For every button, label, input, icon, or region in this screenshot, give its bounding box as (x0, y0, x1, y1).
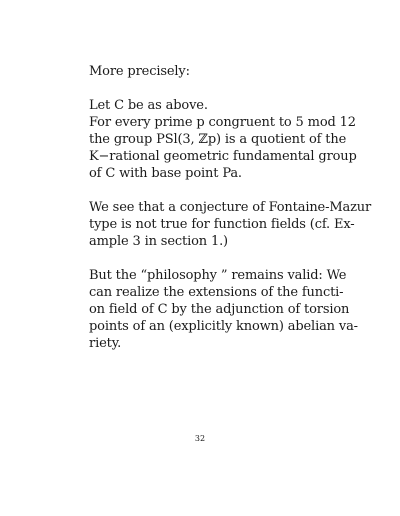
para3-line1: But the “philosophy ” remains valid: We (89, 268, 347, 283)
para3-line5: riety. (89, 336, 122, 351)
para2-line3: ample 3 in section 1.) (89, 234, 228, 249)
para2-line2: type is not true for function fields (cf. Ex- (89, 217, 355, 232)
para1-line1: Let C be as above. (89, 98, 208, 113)
para1-line4: K−rational geometric fundamental group (89, 149, 357, 164)
para1-line2: For every prime p congruent to 5 mod 12 (89, 115, 356, 130)
para2-line1: We see that a conjecture of Fontaine-Mazur (89, 200, 372, 215)
para3-line2: can realize the extensions of the functi- (89, 285, 344, 300)
para3-line4: points of an (explicitly known) abelian va- (89, 319, 358, 334)
section-heading: More precisely: (89, 64, 190, 79)
page-number: 32 (194, 434, 206, 443)
para1-line3: the group PSl(3, ℤp) is a quotient of the (89, 132, 347, 147)
para1-line5: of C with base point Pa. (89, 166, 242, 181)
para3-line3: on field of C by the adjunction of torsion (89, 302, 350, 317)
